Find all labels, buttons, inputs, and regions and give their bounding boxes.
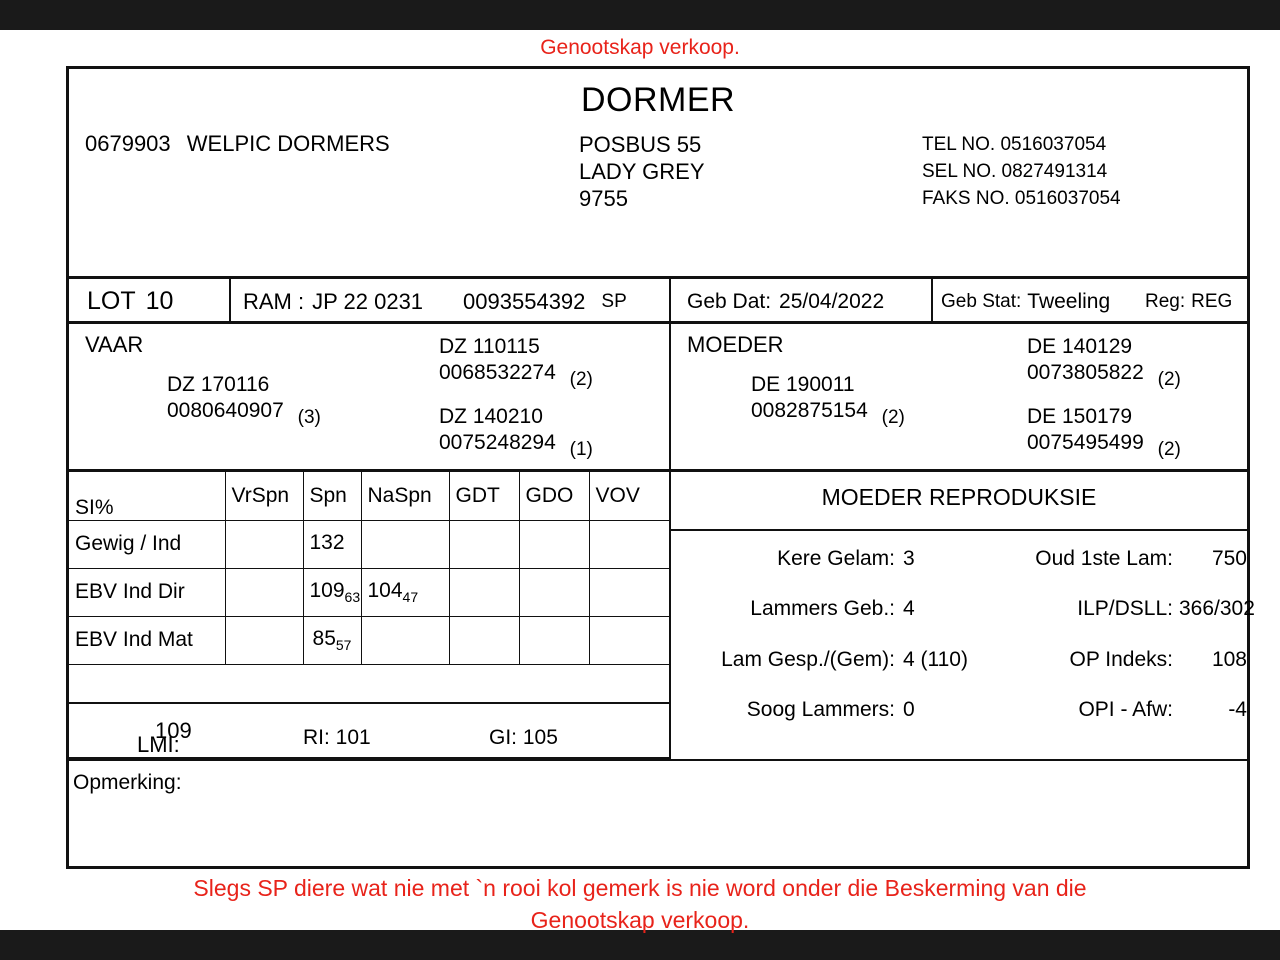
- footer-note-line-2: Genootskap verkoop.: [530, 907, 750, 933]
- lam-gesp-value: 4 (110): [903, 648, 968, 671]
- footer-note-line-1: Slegs SP diere wat nie met `n rooi kol gemerk is nie word onder die Beskerming van die: [193, 875, 1087, 901]
- address-line-3: 9755: [579, 186, 628, 211]
- lot-cell: [69, 279, 231, 324]
- ram-cell: [231, 279, 669, 324]
- repro-row: [671, 648, 1247, 698]
- middle-section: [69, 472, 1255, 759]
- oud-1ste-lam-value: 750: [1211, 547, 1247, 570]
- address-block: [579, 131, 705, 212]
- sire-identity: [167, 372, 321, 428]
- sire-grandsire-id: 0068532274: [439, 361, 556, 384]
- table-row: [69, 616, 669, 664]
- sire-paren: (3): [297, 407, 321, 428]
- header-vov: VOV: [589, 472, 669, 520]
- composite-index-row: [69, 702, 669, 759]
- gi-value: GI: 105: [489, 726, 558, 749]
- sire-granddam-id: 0075248294: [439, 431, 556, 454]
- dam-grandsire-paren: (2): [1157, 369, 1181, 390]
- remark-block: [69, 759, 1247, 869]
- sire-granddam-tag: DZ 140210: [439, 405, 543, 428]
- index-table-header-row: [69, 472, 669, 520]
- header-naspn: NaSpn: [361, 472, 449, 520]
- soog-lammers-value: 0: [903, 698, 915, 721]
- dam-granddam: [1027, 404, 1181, 460]
- animal-card: [66, 66, 1255, 869]
- gewig-spn: 132: [303, 520, 361, 568]
- ebvmat-naspn: [361, 616, 449, 664]
- op-indeks-value: 108: [1211, 648, 1247, 671]
- pedigree-block: [69, 324, 1247, 472]
- owner-block: [85, 131, 390, 157]
- ebvdir-gdo: [519, 568, 589, 616]
- address-line-1: POSBUS 55: [579, 132, 702, 157]
- header-si: SI%: [69, 472, 225, 520]
- top-letterbox-bar: [0, 0, 1280, 30]
- lammers-geb-value: 4: [903, 597, 915, 620]
- lmi-value: 109: [155, 718, 192, 743]
- gewig-gdt: [449, 520, 519, 568]
- sire-grandsire-paren: (2): [569, 369, 593, 390]
- dam-identity: [751, 372, 905, 428]
- dam-panel: [669, 324, 1249, 469]
- repro-row: [671, 597, 1255, 647]
- index-table-wrapper: [69, 472, 669, 702]
- header-gdo: GDO: [519, 472, 589, 520]
- ilp-dsll-label: ILP/DSLL:: [1077, 597, 1173, 620]
- header-gdt: GDT: [449, 472, 519, 520]
- dam-id: 0082875154: [751, 399, 868, 422]
- sire-panel: [69, 324, 669, 469]
- registration-label: Reg:: [1145, 290, 1186, 312]
- dam-paren: (2): [881, 407, 905, 428]
- lot-row: [69, 276, 1247, 324]
- birthdate-cell: [669, 279, 931, 324]
- remark-label: Opmerking:: [73, 771, 182, 794]
- ebvdir-vrspn: [225, 568, 303, 616]
- sire-granddam-paren: (1): [569, 439, 593, 460]
- lmi-group: [137, 718, 192, 757]
- telephone-line: TEL NO. 0516037054: [922, 134, 1107, 155]
- sire-tag: DZ 170116: [167, 373, 270, 396]
- oud-1ste-lam-label: Oud 1ste Lam:: [1035, 547, 1173, 570]
- soog-lammers-label: Soog Lammers:: [746, 698, 895, 721]
- sire-grandsire: [439, 334, 593, 390]
- birthstatus-label: Geb Stat:: [941, 290, 1022, 312]
- ebvmat-gdo: [519, 616, 589, 664]
- address-line-2: LADY GREY: [579, 159, 705, 184]
- owner-name: WELPIC DORMERS: [186, 131, 390, 156]
- lammers-geb-label: Lammers Geb.:: [750, 597, 895, 620]
- header-note: Genootskap verkoop.: [540, 36, 740, 59]
- dam-granddam-id: 0075495499: [1027, 431, 1144, 454]
- header-spn: Spn: [303, 472, 361, 520]
- repro-row: [671, 547, 1247, 597]
- lot-label: LOT: [87, 287, 136, 315]
- birthstatus-value: Tweeling: [1027, 289, 1111, 313]
- ebvdir-naspn: $104_{47}$: [361, 568, 449, 616]
- breed-title: DORMER: [580, 81, 736, 119]
- op-indeks-label: OP Indeks:: [1069, 648, 1173, 671]
- row-label-gewig: Gewig / Ind: [69, 520, 225, 568]
- owner-code: 0679903: [85, 131, 171, 156]
- birthstatus-cell: [931, 279, 1141, 324]
- dam-tag: DE 190011: [751, 373, 855, 396]
- opi-afw-value: -4: [1228, 698, 1247, 721]
- ebvmat-gdt: [449, 616, 519, 664]
- dam-title: MOEDER: [687, 332, 784, 357]
- table-row: [69, 520, 669, 568]
- dam-grandsire-tag: DE 140129: [1027, 335, 1133, 358]
- cellphone-line: SEL NO. 0827491314: [922, 161, 1108, 182]
- sire-grandsire-tag: DZ 110115: [439, 335, 540, 358]
- kere-gelam-value: 3: [903, 547, 915, 570]
- registration-cell: [1141, 279, 1247, 324]
- lmi-label: LMI:: [137, 732, 180, 757]
- dam-granddam-paren: (2): [1157, 439, 1181, 460]
- gewig-gdo: [519, 520, 589, 568]
- sire-title: VAAR: [85, 332, 144, 357]
- gewig-vrspn: [225, 520, 303, 568]
- registration-value: REG: [1191, 290, 1233, 312]
- row-label-ebv-dir: EBV Ind Dir: [69, 568, 225, 616]
- sire-id: 0080640907: [167, 399, 284, 422]
- ebvdir-gdt: [449, 568, 519, 616]
- ebvmat-spn: $85_{57}$: [303, 616, 361, 664]
- dam-grandsire: [1027, 334, 1181, 390]
- table-row: [69, 568, 669, 616]
- sire-granddam: [439, 404, 593, 460]
- ram-label: RAM :: [243, 288, 305, 314]
- repro-row: [671, 698, 1247, 748]
- ilp-dsll-value: 366/302: [1179, 597, 1255, 620]
- repro-title: MOEDER REPRODUKSIE: [821, 484, 1097, 510]
- gewig-vov: [589, 520, 669, 568]
- dam-reproduction-panel: [669, 472, 1255, 759]
- dam-grandsire-id: 0073805822: [1027, 361, 1144, 384]
- opi-afw-label: OPI - Afw:: [1078, 698, 1173, 721]
- ebvmat-vov: [589, 616, 669, 664]
- fax-line: FAKS NO. 0516037054: [922, 188, 1121, 209]
- header-vrspn: VrSpn: [225, 472, 303, 520]
- birthdate-value: 25/04/2022: [779, 289, 885, 313]
- gewig-naspn: [361, 520, 449, 568]
- ebvmat-vrspn: [225, 616, 303, 664]
- birthdate-label: Geb Dat:: [687, 289, 772, 313]
- contact-block: [922, 131, 1121, 212]
- kere-gelam-label: Kere Gelam:: [777, 547, 895, 570]
- footer-note: [0, 872, 1280, 936]
- ram-tag: JP 22 0231: [312, 288, 424, 314]
- ebvdir-vov: [589, 568, 669, 616]
- dam-granddam-tag: DE 150179: [1027, 405, 1133, 428]
- lam-gesp-label: Lam Gesp./(Gem):: [721, 648, 895, 671]
- row-label-ebv-mat: EBV Ind Mat: [69, 616, 225, 664]
- index-table: [69, 472, 669, 665]
- ram-status: SP: [601, 290, 627, 312]
- ri-value: RI: 101: [303, 726, 371, 749]
- ebvdir-spn: $109_{63}$: [303, 568, 361, 616]
- repro-divider: [671, 529, 1247, 531]
- lot-number: 10: [145, 287, 174, 315]
- ram-id: 0093554392: [463, 288, 586, 314]
